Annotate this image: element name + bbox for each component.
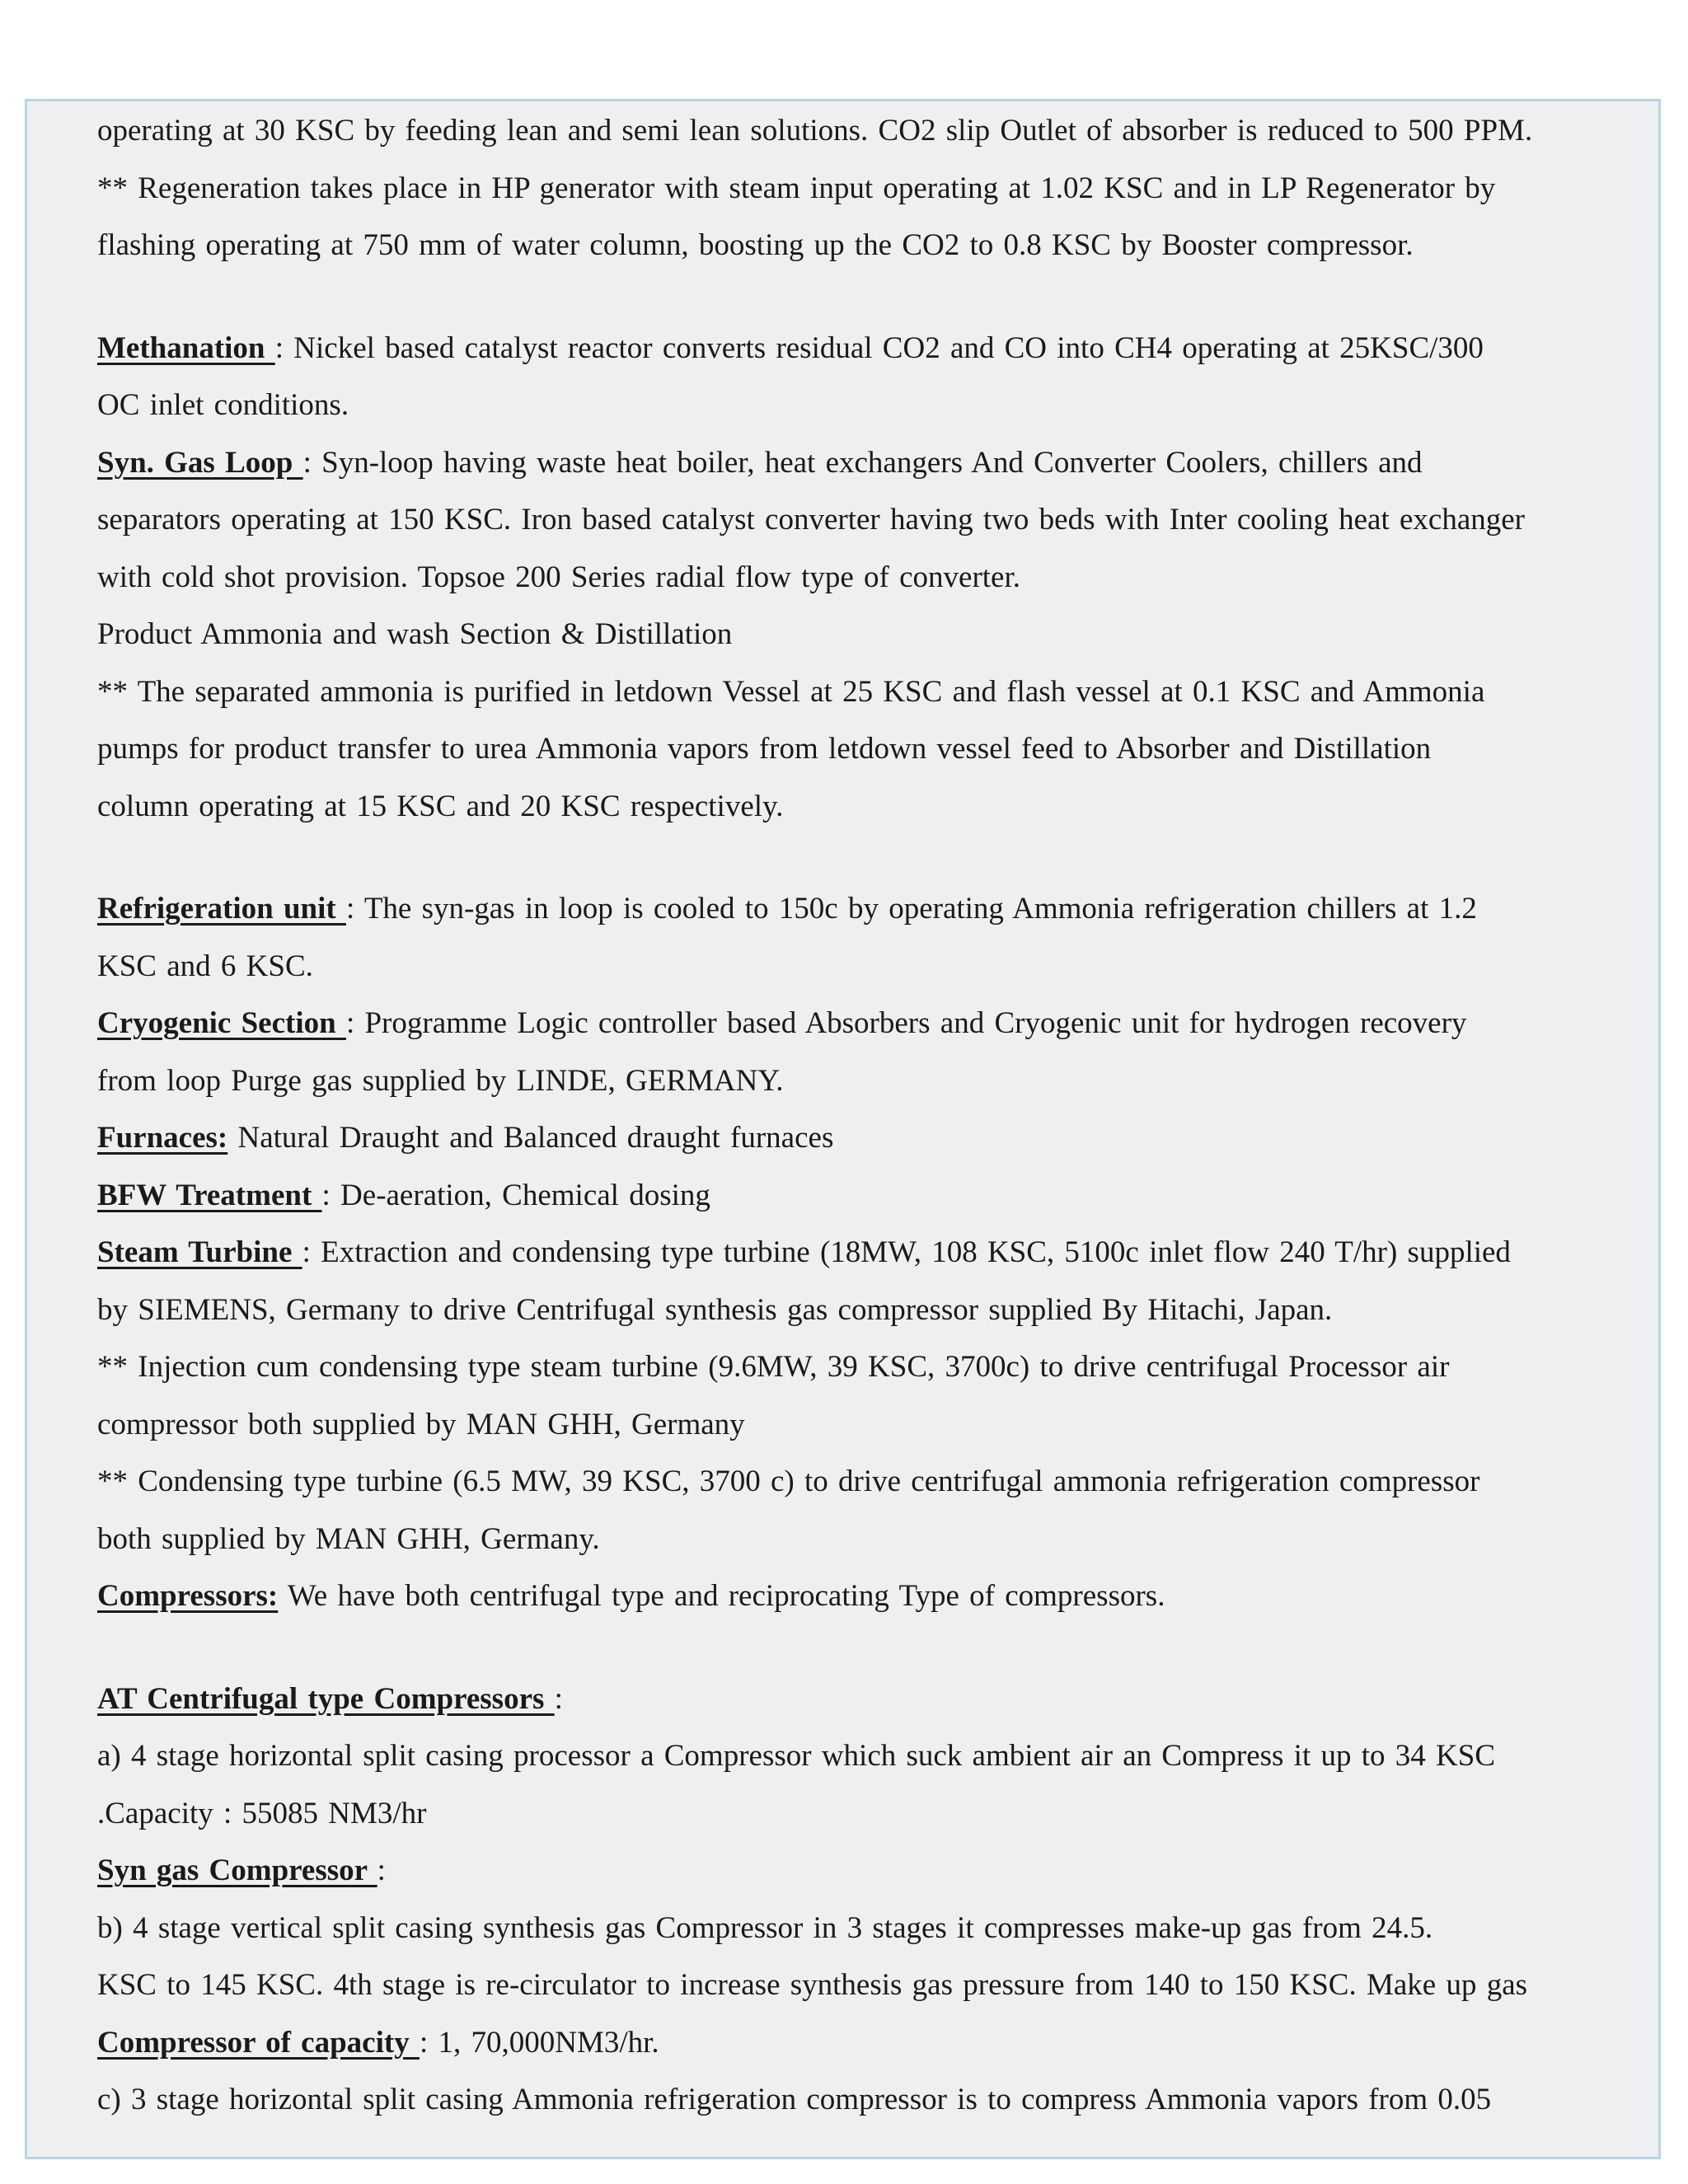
document-body <box>97 102 1647 2129</box>
compressor-capacity-text: : 1, 70,000NM3/hr. <box>419 2025 659 2060</box>
body-line: Product Ammonia and wash Section & Distillation <box>97 617 733 651</box>
cryogenic-text: : Programme Logic controller based Absorbers and Cryogenic unit for hydrogen recovery <box>345 1006 1467 1040</box>
body-line: KSC and 6 KSC. <box>97 949 313 983</box>
steam-turbine-line <box>97 1224 1647 1282</box>
syn-gas-compressor-heading: Syn gas Compressor <box>97 1854 377 1887</box>
syngas-loop-heading: Syn. Gas Loop <box>97 445 303 480</box>
body-line: pumps for product transfer to urea Ammonia vapors from letdown vessel feed to Absorber and Distillation <box>97 732 1432 766</box>
steam-turbine-heading: Steam Turbine <box>97 1235 302 1269</box>
cryogenic-heading: Cryogenic Section <box>97 1006 346 1040</box>
methanation-heading: Methanation <box>97 330 275 365</box>
syngas-loop-line <box>97 434 1647 492</box>
body-line: ** Injection cum condensing type steam turbine (9.6MW, 39 KSC, 3700c) to drive centrifugal Processor air <box>97 1350 1450 1384</box>
body-line: c) 3 stage horizontal split casing Ammonia refrigeration compressor is to compress Ammonia vapors from 0.05 <box>97 2083 1492 2116</box>
body-line: separators operating at 150 KSC. Iron based catalyst converter having two beds with Inter cooling heat exchanger <box>97 503 1525 537</box>
at-centrifugal-line <box>97 1671 1647 1728</box>
refrigeration-heading: Refrigeration unit <box>97 892 346 926</box>
furnaces-text: Natural Draught and Balanced draught furnaces <box>227 1121 834 1155</box>
compressors-heading: Compressors: <box>97 1579 279 1613</box>
at-centrifugal-colon: : <box>554 1681 563 1716</box>
body-line: both supplied by MAN GHH, Germany. <box>97 1521 600 1556</box>
refrigeration-text: : The syn-gas in loop is cooled to 150c by operating Ammonia refrigeration chillers at 1.2 <box>345 892 1477 926</box>
body-line: a) 4 stage horizontal split casing processor a Compressor which suck ambient air an Compress it up to 34 KSC <box>97 1739 1496 1773</box>
body-line: b) 4 stage vertical split casing synthesis gas Compressor in 3 stages it compresses make-up gas from 24.5. <box>97 1910 1433 1945</box>
body-line: OC inlet conditions. <box>97 388 349 422</box>
steam-turbine-text: : Extraction and condensing type turbine (18MW, 108 KSC, 5100c inlet flow 240 T/hr) supplied <box>302 1235 1511 1269</box>
furnaces-heading: Furnaces: <box>97 1121 228 1155</box>
paragraph-gap <box>97 274 1647 320</box>
compressor-capacity-heading: Compressor of capacity <box>97 2025 420 2060</box>
methanation-line <box>97 320 1647 377</box>
refrigeration-line <box>97 880 1647 938</box>
body-line: flashing operating at 750 mm of water column, boosting up the CO2 to 0.8 KSC by Booster compressor. <box>97 228 1414 262</box>
syn-gas-compressor-colon: : <box>377 1854 386 1887</box>
body-line: ** The separated ammonia is purified in letdown Vessel at 25 KSC and flash vessel at 0.1 KSC and Ammonia <box>97 674 1485 709</box>
paragraph-gap <box>97 1625 1647 1671</box>
body-line: compressor both supplied by MAN GHH, Germany <box>97 1407 745 1441</box>
body-line: with cold shot provision. Topsoe 200 Series radial flow type of converter. <box>97 560 1021 594</box>
compressors-line <box>97 1568 1647 1625</box>
body-line: .Capacity : 55085 NM3/hr <box>97 1796 427 1830</box>
body-line: operating at 30 KSC by feeding lean and semi lean solutions. CO2 slip Outlet of absorber is reduced to 500 PPM. <box>97 114 1533 148</box>
compressor-capacity-line <box>97 2014 1647 2072</box>
methanation-text: : Nickel based catalyst reactor converts residual CO2 and CO into CH4 operating at 25KSC/300 <box>274 330 1484 365</box>
body-line: ** Condensing type turbine (6.5 MW, 39 KSC, 3700 c) to drive centrifugal ammonia refrigeration compressor <box>97 1465 1480 1498</box>
body-line: ** Regeneration takes place in HP generator with steam input operating at 1.02 KSC and in LP Regenerator by <box>97 171 1496 205</box>
bfw-text: : De-aeration, Chemical dosing <box>321 1178 710 1212</box>
compressors-text: We have both centrifugal type and reciprocating Type of compressors. <box>278 1579 1165 1613</box>
furnaces-line <box>97 1109 1647 1167</box>
cryogenic-line <box>97 995 1647 1052</box>
syn-gas-compressor-line <box>97 1842 1647 1900</box>
body-line: by SIEMENS, Germany to drive Centrifugal synthesis gas compressor supplied By Hitachi, Japan. <box>97 1292 1333 1327</box>
body-line: KSC to 145 KSC. 4th stage is re-circulator to increase synthesis gas pressure from 140 to 150 KSC. Make up gas <box>97 1968 1528 2002</box>
at-centrifugal-heading: AT Centrifugal type Compressors <box>97 1681 555 1716</box>
paragraph-gap <box>97 835 1647 880</box>
body-line: from loop Purge gas supplied by LINDE, GERMANY. <box>97 1063 784 1098</box>
body-line: column operating at 15 KSC and 20 KSC respectively. <box>97 789 784 823</box>
bfw-line <box>97 1167 1647 1225</box>
syngas-loop-text: : Syn-loop having waste heat boiler, heat exchangers And Converter Coolers, chillers and <box>302 445 1423 480</box>
bfw-heading: BFW Treatment <box>97 1178 322 1212</box>
